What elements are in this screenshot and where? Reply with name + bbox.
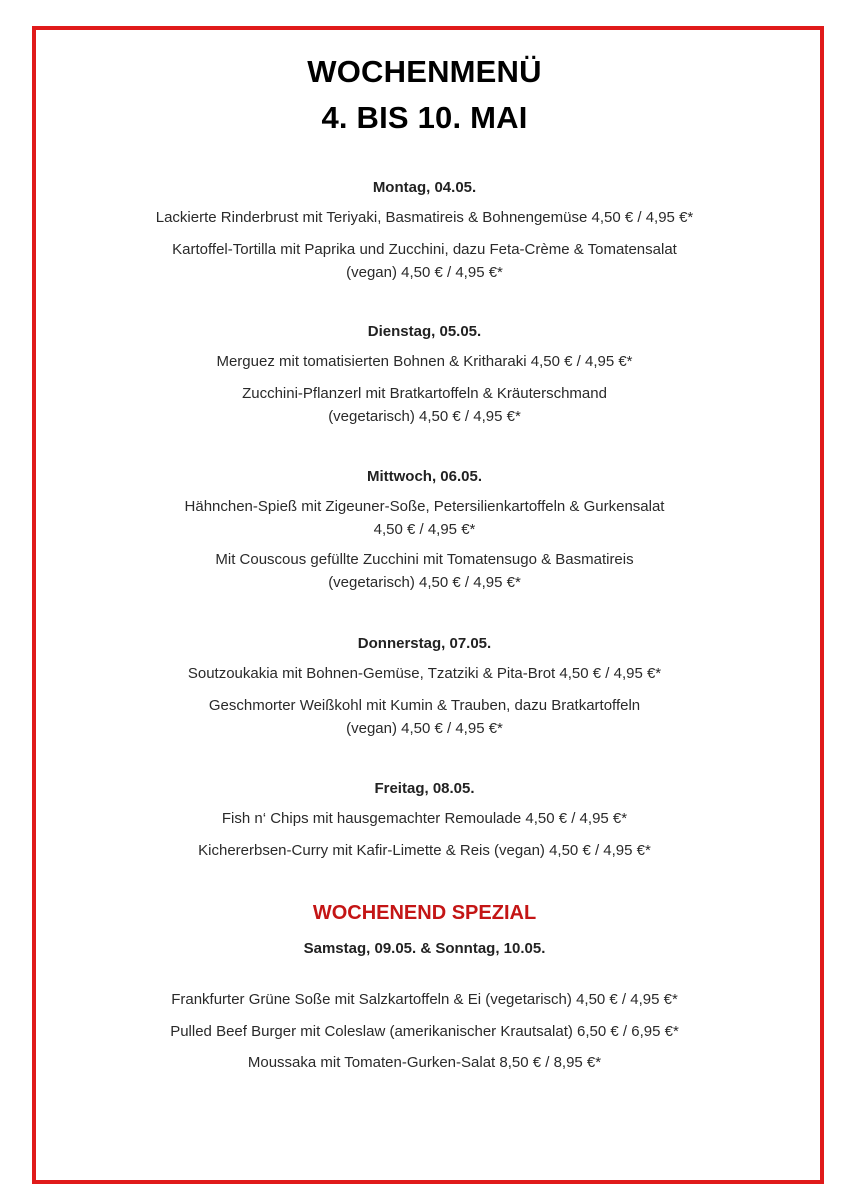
day-heading-dienstag: Dienstag, 05.05. bbox=[367, 323, 482, 340]
day-heading-montag: Montag, 04.05. bbox=[372, 179, 477, 196]
dish-weekend-2 bbox=[0, 1020, 849, 1043]
dish-text-cont: (vegan) 4,50 € / 4,95 €* bbox=[346, 264, 503, 281]
dish-weekend-1 bbox=[0, 988, 849, 1011]
dish-text-cont: (vegan) 4,50 € / 4,95 €* bbox=[346, 720, 503, 737]
day-heading-donnerstag: Donnerstag, 07.05. bbox=[357, 635, 492, 652]
dish-text: Moussaka mit Tomaten-Gurken-Salat 8,50 € / 8,95 €* bbox=[247, 1054, 602, 1071]
dish-mittwoch-2 bbox=[0, 548, 849, 594]
dish-text: Fish n‘ Chips mit hausgemachter Remoulade 4,50 € / 4,95 €* bbox=[221, 810, 628, 827]
dish-freitag-2 bbox=[0, 839, 849, 862]
dish-montag-2 bbox=[0, 238, 849, 284]
weekend-days-heading: Samstag, 09.05. & Sonntag, 10.05. bbox=[303, 940, 546, 957]
dish-text: Kartoffel-Tortilla mit Paprika und Zucchini, dazu Feta-Crème & Tomatensalat bbox=[172, 241, 677, 258]
dish-text-cont: 4,50 € / 4,95 €* bbox=[373, 521, 476, 538]
dish-text-cont: (vegetarisch) 4,50 € / 4,95 €* bbox=[328, 408, 521, 425]
dish-text: Lackierte Rinderbrust mit Teriyaki, Basmatireis & Bohnengemüse 4,50 € / 4,95 €* bbox=[155, 209, 694, 226]
dish-text: Geschmorter Weißkohl mit Kumin & Trauben, dazu Bratkartoffeln bbox=[208, 697, 641, 714]
dish-text: Mit Couscous gefüllte Zucchini mit Tomatensugo & Basmatireis bbox=[215, 551, 634, 568]
dish-weekend-3 bbox=[0, 1051, 849, 1074]
menu-title: WOCHENMENÜ bbox=[307, 54, 542, 89]
dish-text: Kichererbsen-Curry mit Kafir-Limette & Reis (vegan) 4,50 € / 4,95 €* bbox=[198, 842, 651, 859]
weekend-special-heading: WOCHENEND SPEZIAL bbox=[312, 902, 537, 924]
dish-text-cont: (vegetarisch) 4,50 € / 4,95 €* bbox=[328, 574, 521, 591]
dish-text: Pulled Beef Burger mit Coleslaw (amerikanischer Krautsalat) 6,50 € / 6,95 €* bbox=[170, 1023, 679, 1040]
dish-mittwoch-1 bbox=[0, 495, 849, 541]
dish-text: Zucchini-Pflanzerl mit Bratkartoffeln & Kräuterschmand bbox=[242, 385, 607, 402]
menu-date-range: 4. BIS 10. MAI bbox=[321, 100, 528, 135]
dish-text: Merguez mit tomatisierten Bohnen & Kritharaki 4,50 € / 4,95 €* bbox=[216, 353, 633, 370]
dish-dienstag-2 bbox=[0, 382, 849, 428]
day-heading-freitag: Freitag, 08.05. bbox=[374, 780, 475, 797]
dish-freitag-1 bbox=[0, 807, 849, 830]
dish-donnerstag-1 bbox=[0, 662, 849, 685]
day-heading-mittwoch: Mittwoch, 06.05. bbox=[366, 468, 483, 485]
dish-text: Hähnchen-Spieß mit Zigeuner-Soße, Petersilienkartoffeln & Gurkensalat bbox=[184, 498, 665, 515]
dish-dienstag-1 bbox=[0, 350, 849, 373]
dish-montag-1 bbox=[0, 206, 849, 229]
dish-text: Frankfurter Grüne Soße mit Salzkartoffeln & Ei (vegetarisch) 4,50 € / 4,95 €* bbox=[171, 991, 678, 1008]
dish-donnerstag-2 bbox=[0, 694, 849, 740]
dish-text: Soutzoukakia mit Bohnen-Gemüse, Tzatziki & Pita-Brot 4,50 € / 4,95 €* bbox=[187, 665, 662, 682]
